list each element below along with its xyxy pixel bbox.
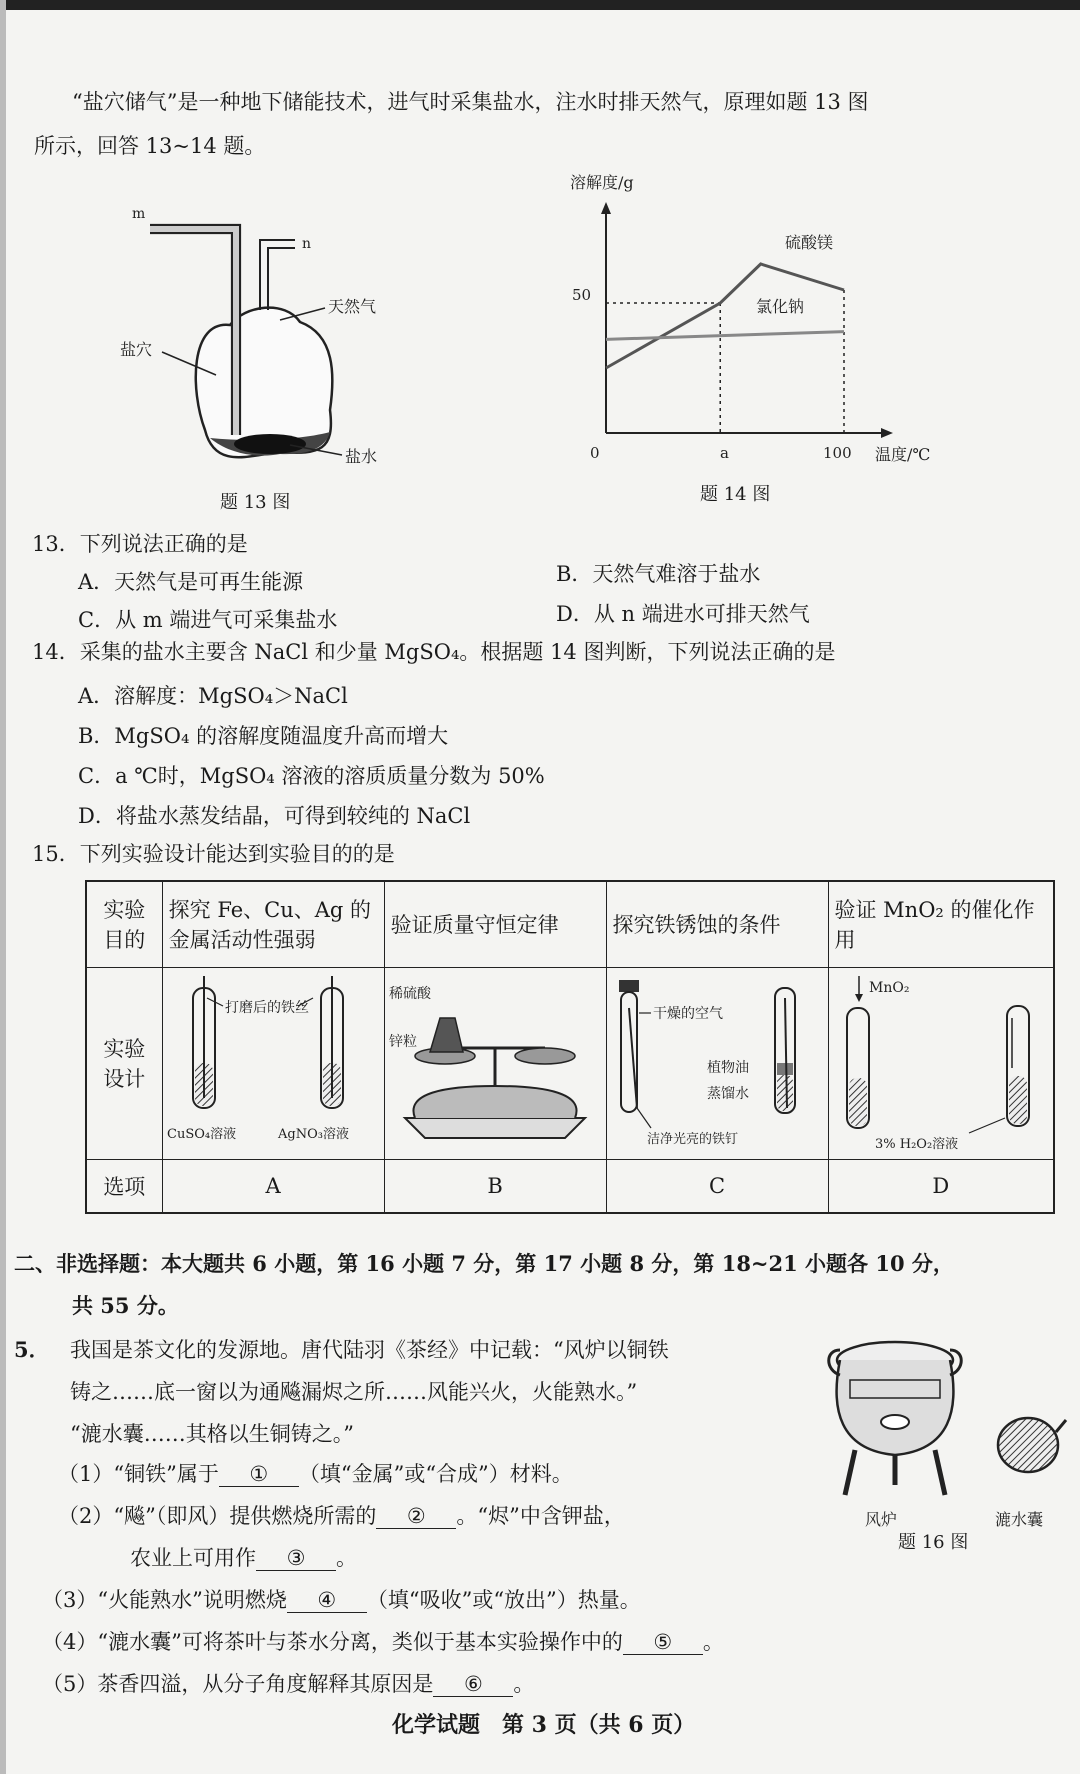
design-c-test-tubes — [607, 968, 827, 1154]
q16-part2-cont-suffix: 。 — [336, 1546, 357, 1570]
figure-16-stove-and-filter — [820, 1320, 1070, 1550]
figure-14-caption: 题 14 图 — [700, 484, 771, 505]
q13-option-b: B．天然气难溶于盐水 — [556, 562, 761, 586]
q15-stem: 15．下列实验设计能达到实验目的的是 — [32, 842, 395, 866]
part2-line-2: 共 55 分。 — [72, 1293, 179, 1318]
chart-ylabel: 溶解度/g — [570, 173, 634, 192]
label-c-nail: 洁净光亮的铁钉 — [646, 1131, 738, 1147]
q16-stem-3: “漉水囊……其格以生铜铸之。” — [70, 1422, 354, 1446]
label-d-mno2: MnO₂ — [868, 979, 909, 996]
q16-part1-suffix: （填“金属”或“合成”）材料。 — [298, 1462, 573, 1486]
answer-blank-5[interactable]: ⑤ — [623, 1630, 703, 1655]
design-a — [162, 967, 384, 1159]
q16-part-5 — [42, 1668, 534, 1698]
option-b: B — [384, 1159, 606, 1213]
q16-part2-cont-prefix: 农业上可用作 — [130, 1546, 256, 1570]
table-row-purpose — [86, 881, 1054, 967]
label-a-iron-wire: 打磨后的铁丝 — [224, 999, 309, 1016]
q13-stem: 13．下列说法正确的是 — [32, 532, 248, 556]
label-salt-cave: 盐穴 — [120, 340, 153, 359]
tick-label-0: 0 — [590, 444, 600, 462]
q14-option-c: C．a ℃时，MgSO₄ 溶液的溶质质量分数为 50% — [78, 764, 545, 788]
intro-line-2: 所示，回答 13~14 题。 — [34, 134, 266, 158]
q14-stem: 14．采集的盐水主要含 NaCl 和少量 MgSO₄。根据题 14 图判断，下列说法正确的是 — [32, 640, 836, 664]
label-brine: 盐水 — [345, 447, 378, 466]
purpose-b: 验证质量守恒定律 — [384, 881, 606, 967]
figure-13-caption: 题 13 图 — [220, 492, 291, 513]
scan-left-edge — [0, 0, 6, 1774]
pipe-n — [260, 240, 295, 310]
figure-13-salt-cave — [120, 200, 420, 510]
page-footer: 化学试题 第 3 页（共 6 页） — [392, 1712, 696, 1738]
design-d — [828, 967, 1054, 1159]
brine-surface — [234, 434, 306, 454]
design-c — [606, 967, 828, 1159]
figure-14-solubility-chart — [560, 170, 960, 470]
label-n: n — [302, 236, 312, 252]
answer-blank-3[interactable]: ③ — [256, 1546, 336, 1571]
chart-xlabel: 温度/℃ — [875, 445, 931, 464]
q16-part2-suffix: 。“烬”中含钾盐， — [456, 1504, 625, 1528]
q14-option-d: D．将盐水蒸发结晶，可得到较纯的 NaCl — [78, 804, 471, 828]
design-a-test-tubes — [163, 968, 383, 1154]
label-d-h2o2: 3% H₂O₂溶液 — [874, 1136, 958, 1152]
design-b — [384, 967, 606, 1159]
part2-line-1: 二、非选择题：本大题共 6 小题，第 16 小题 7 分，第 17 小题 8 分，第 18~21 小题各 10 分， — [14, 1251, 954, 1276]
q16-part3-prefix: （3）“火能熟水”说明燃烧 — [42, 1588, 287, 1612]
water-filter-bag-icon — [998, 1418, 1066, 1472]
label-natural-gas: 天然气 — [328, 297, 377, 316]
q16-part5-suffix: 。 — [513, 1672, 535, 1696]
q16-part-2 — [58, 1500, 625, 1530]
table-row-option — [86, 1159, 1054, 1213]
q13-option-a: A．天然气是可再生能源 — [78, 570, 304, 594]
intro-line-1: “盐穴储气”是一种地下储能技术，进气时采集盐水，注水时排天然气，原理如题 13 图 — [72, 90, 869, 114]
row-header-option: 选项 — [86, 1159, 162, 1213]
q16-part4-prefix: （4）“漉水囊”可将茶叶与茶水分离，类似于基本实验操作中的 — [42, 1630, 623, 1654]
label-c-dry-air: 干燥的空气 — [652, 1005, 723, 1022]
table-row-design — [86, 967, 1054, 1159]
q16-stem-1: 我国是茶文化的发源地。唐代陆羽《茶经》中记载：“风炉以铜铁 — [70, 1338, 669, 1362]
q16-part-2-cont — [130, 1542, 357, 1572]
q16-part1-prefix: （1）“铜铁”属于 — [58, 1462, 219, 1486]
tick-label-a: a — [720, 444, 729, 462]
design-b-balance — [385, 968, 605, 1154]
q16-part4-suffix: 。 — [702, 1630, 724, 1654]
tick-label-50: 50 — [572, 286, 592, 304]
label-c-water: 蒸馏水 — [706, 1085, 749, 1102]
q15-table — [85, 880, 1055, 1214]
answer-blank-4[interactable]: ④ — [287, 1588, 367, 1613]
scan-top-edge — [0, 0, 1080, 10]
q14-option-a: A．溶解度：MgSO₄＞NaCl — [78, 684, 348, 708]
q16-part2-prefix: （2）“飚”（即风）提供燃烧所需的 — [58, 1504, 377, 1528]
q16-part-1 — [58, 1458, 573, 1488]
q16-part-4 — [42, 1626, 724, 1656]
series-line-nacl — [606, 332, 844, 340]
q16-part3-suffix: （填“吸收”或“放出”）热量。 — [366, 1588, 641, 1612]
row-header-design: 实验设计 — [86, 967, 162, 1159]
q16-part-3 — [42, 1584, 641, 1614]
figure-16-caption: 题 16 图 — [898, 1532, 969, 1553]
label-wind-stove: 风炉 — [865, 1510, 898, 1529]
purpose-c: 探究铁锈蚀的条件 — [606, 881, 828, 967]
label-c-oil: 植物油 — [706, 1059, 749, 1076]
answer-blank-6[interactable]: ⑥ — [433, 1672, 513, 1697]
q16-part5-prefix: （5）茶香四溢，从分子角度解释其原因是 — [42, 1672, 434, 1696]
q16-number: 5． — [14, 1337, 50, 1362]
row-header-purpose: 实验目的 — [86, 881, 162, 967]
series-label-mgso4: 硫酸镁 — [785, 233, 834, 252]
design-d-test-tubes — [829, 968, 1053, 1154]
purpose-d: 验证 MnO₂ 的催化作用 — [828, 881, 1054, 967]
q14-option-b: B．MgSO₄ 的溶解度随温度升高而增大 — [78, 724, 449, 748]
label-m: m — [132, 206, 146, 222]
tick-label-100: 100 — [823, 444, 852, 462]
label-b-dilute-acid: 稀硫酸 — [388, 985, 431, 1002]
option-d: D — [828, 1159, 1054, 1213]
label-b-zinc: 锌粒 — [388, 1033, 417, 1050]
label-a-cuso4: CuSO₄溶液 — [166, 1126, 236, 1142]
label-a-agno3: AgNO₃溶液 — [277, 1126, 349, 1142]
answer-blank-2[interactable]: ② — [376, 1504, 456, 1529]
q13-option-d: D．从 n 端进水可排天然气 — [556, 602, 810, 626]
answer-blank-1[interactable]: ① — [219, 1462, 299, 1487]
q13-option-c: C．从 m 端进气可采集盐水 — [78, 608, 338, 632]
series-line-mgso4 — [606, 264, 844, 368]
label-filter-bag: 漉水囊 — [995, 1510, 1044, 1529]
option-c: C — [606, 1159, 828, 1213]
wind-stove-icon — [829, 1342, 962, 1495]
q16-stem-2: 铸之……底一窗以为通飚漏烬之所……风能兴火，火能熟水。” — [70, 1380, 638, 1404]
series-label-nacl: 氯化钠 — [756, 297, 805, 316]
option-a: A — [162, 1159, 384, 1213]
purpose-a: 探究 Fe、Cu、Ag 的金属活动性强弱 — [162, 881, 384, 967]
